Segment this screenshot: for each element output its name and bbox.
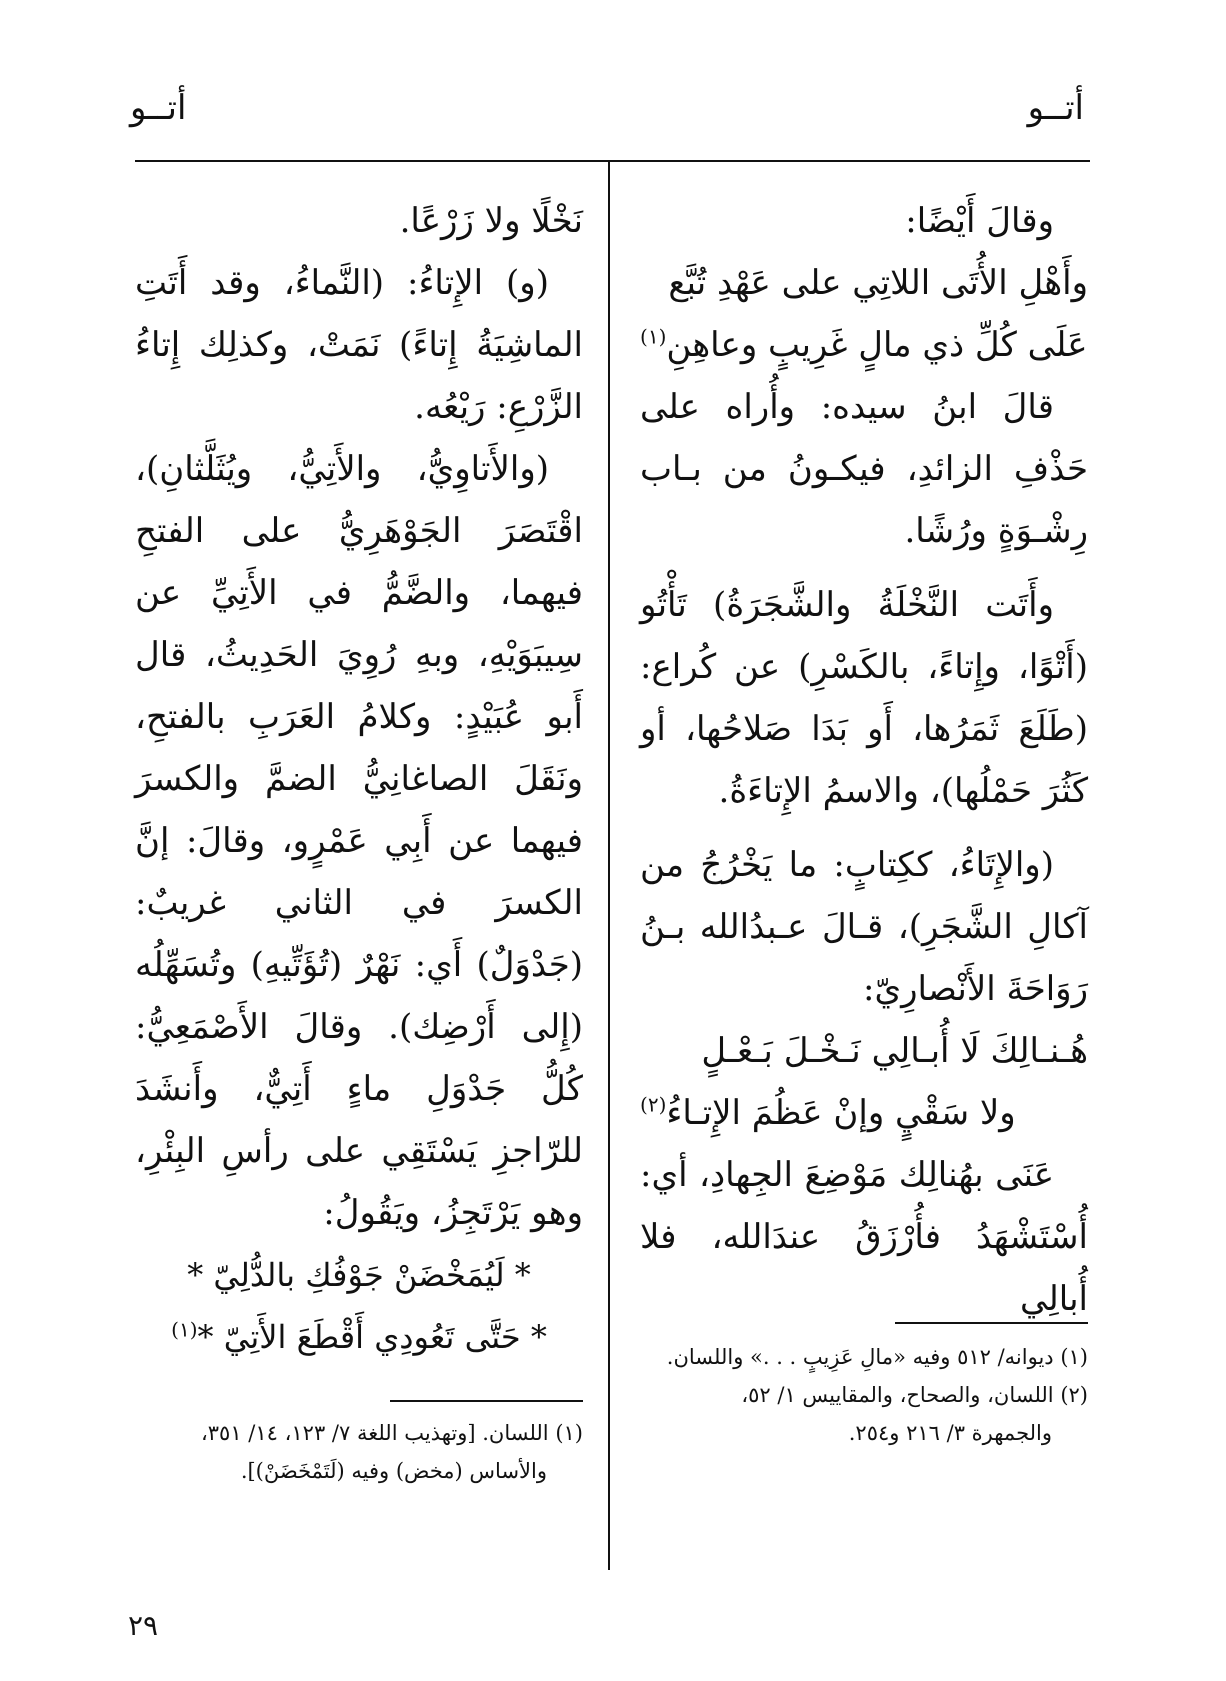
footnote-mark: (١) xyxy=(171,1317,198,1342)
running-header-left: أتــو xyxy=(130,88,187,128)
text-line: وقالَ أَيْضًا: xyxy=(905,201,1054,241)
footnote-rule-left xyxy=(390,1400,583,1402)
footnotes-left xyxy=(135,1414,583,1490)
running-header-right: أتــو xyxy=(1027,88,1084,128)
right-column xyxy=(640,190,1088,1330)
verse-group xyxy=(135,1244,583,1368)
rajaz-verse xyxy=(135,1306,583,1368)
verse-hemistich xyxy=(640,314,1088,376)
paragraph: قالَ ابنُ سيده: وأُراه على حَذْفِ الزائدِ، فيكـونُ من بـاب رِشْـوَةٍ ورُشًا. xyxy=(640,387,1088,551)
paragraph: وأَتَت النَّخْلَةُ والشَّجَرَةُ) تَأْتُو (أَتْوًا، وإِتاءً، بالكَسْرِ) عن كُراع: (طَلَعَ ثَمَرُها، أَو بَدَا صَلاحُها، أو كَثُرَ حَمْلُها)، والاسمُ الإِتاءَةُ. xyxy=(640,585,1088,811)
footnote: (٢) اللسان، والصحاح، والمقاييس ١/ ٥٢، xyxy=(741,1383,1088,1407)
verse-group xyxy=(640,252,1088,376)
footnote-rule-right xyxy=(895,1322,1088,1324)
left-column xyxy=(135,190,583,1368)
footnotes-right xyxy=(640,1338,1088,1452)
page-number: ٢٩ xyxy=(128,1609,159,1642)
column-divider xyxy=(608,160,610,1570)
verse-text: * حَتَّى تَعُودِي أَقْطَعَ الأَتِيّ * xyxy=(197,1318,547,1356)
verse-group xyxy=(640,1020,1088,1144)
rajaz-verse: * لَيُمَخْضَنْ جَوْفُكِ بالدُّلِيّ * xyxy=(187,1256,531,1294)
paragraph: (والأَتاوِيُّ، والأَتِيُّ، ويُثَلَّثانِ)، اقْتَصَرَ الجَوْهَرِيُّ على الفتحِ فيهما، والضَّمُّ في الأَتِيِّ عن سِيبَوَيْهِ، وبهِ رُوِيَ الحَدِيثُ، قال أَبو عُبَيْدٍ: وكلامُ العَرَبِ بالفتحِ، ونَقَلَ الصاغانِيُّ الضمَّ والكسرَ فيهما عن أَبِي عَمْرٍو، وقالَ: إنَّ الكسرَ في الثاني غريبٌ: (جَدْوَلٌ) أَي: نَهْرٌ (تُؤَتِّيهِ) وتُسَهِّلُه (إِلى أَرْضِك). وقالَ الأَصْمَعِيُّ: كُلُّ جَدْوَلِ ماءٍ أَتِيٌّ، وأَنشَدَ للرّاجزِ يَسْتَقِي على رأسِ البِئْرِ، وهو يَرْتَجِزُ، ويَقُولُ: xyxy=(135,449,583,1233)
footnote-mark: (١) xyxy=(640,324,667,349)
paragraph: عَنَى بهُنالِك مَوْضِعَ الجِهادِ، أي: أُسْتَشْهَدُ فأُرْزَقُ عندَالله، فلا أُبالِي xyxy=(640,1155,1088,1319)
text-line: نَخْلًا ولا زَرْعًا. xyxy=(399,201,583,241)
footnote: (١) ديوانه/ ٥١٢ وفيه «مالِ عَزِيبٍ . . .» واللسان. xyxy=(666,1345,1088,1369)
verse-hemistich: وأَهْلِ الأُتَى اللاتِي على عَهْدِ تُبَّع xyxy=(668,263,1088,303)
verse-hemistich: هُـنـالِكَ لَا أُبـالِي نَـخْـلَ بَـعْـلٍ xyxy=(701,1031,1088,1071)
paragraph: (والإِتَاءُ، ككِتابٍ: ما يَخْرُجُ من آكالِ الشَّجَرِ)، قـالَ عـبدُالله بـنُ رَوَاحَةَ الأَنْصارِيّ: xyxy=(640,845,1088,1009)
verse-text: ولا سَقْيٍ وإنْ عَظُمَ الإِتـاءُ xyxy=(666,1093,1016,1133)
footnote-mark: (٢) xyxy=(640,1092,667,1117)
verse-text: عَلَى كُلِّ ذي مالٍ غَرِيبٍ وعاهِنِ xyxy=(666,325,1088,365)
header-rule xyxy=(135,160,1090,162)
paragraph: (و) الإِتاءُ: (النَّماءُ، وقد أَتَتِ الماشِيَةُ إِتاءً) نَمَتْ، وكذلِك إِتاءُ الزَّرْعِ: رَيْعُه. xyxy=(135,263,583,427)
footnote: (١) اللسان. [وتهذيب اللغة ٧/ ١٢٣، ١٤/ ٣٥١، xyxy=(200,1421,583,1445)
footnote-continuation: والجمهرة ٣/ ٢١٦ و٢٥٤. xyxy=(848,1421,1052,1445)
footnote-continuation: والأساس (مخض) وفيه (لَتَمْخَضَنْ)]. xyxy=(240,1459,547,1483)
verse-hemistich xyxy=(640,1082,1088,1144)
